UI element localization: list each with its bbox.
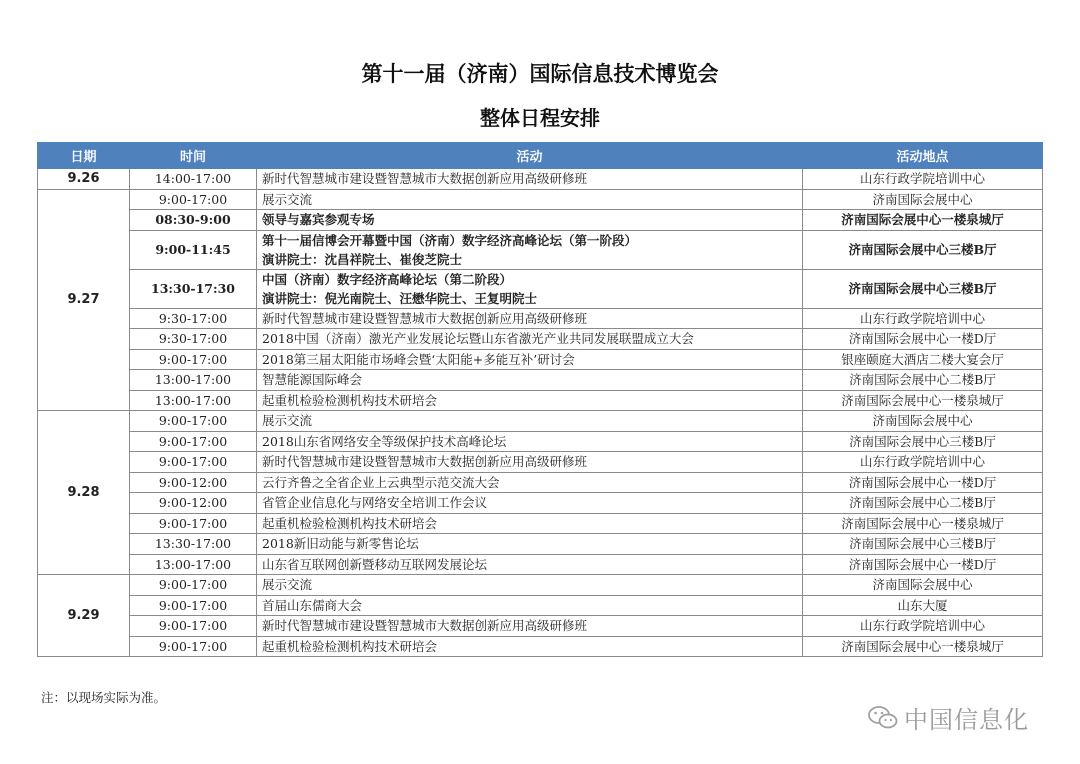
- time-cell: 9:00-17:00: [130, 189, 257, 210]
- time-cell: 14:00-17:00: [130, 169, 257, 190]
- table-row: [38, 230, 1043, 269]
- venue-cell: 济南国际会展中心三楼B厅: [803, 431, 1043, 452]
- activity-cell: [257, 554, 803, 575]
- header-time: 时间: [130, 143, 257, 169]
- activity-line: 智慧能源国际峰会: [262, 372, 363, 388]
- venue-cell: 山东行政学院培训中心: [803, 452, 1043, 473]
- time-cell: 9:00-17:00: [130, 595, 257, 616]
- activity-line: 起重机检验检测机构技术研培会: [262, 392, 438, 408]
- activity-cell: [257, 493, 803, 514]
- venue-cell: 济南国际会展中心一楼泉城厅: [803, 636, 1043, 657]
- time-cell: 9:00-17:00: [130, 411, 257, 432]
- activity-line: 新时代智慧城市建设暨智慧城市大数据创新应用高级研修班: [262, 618, 588, 634]
- time-cell: 9:30-17:00: [130, 308, 257, 329]
- activity-line: 云行齐鲁之全省企业上云典型示范交流大会: [262, 474, 500, 490]
- time-cell: 9:00-17:00: [130, 349, 257, 370]
- activity-cell: [257, 616, 803, 637]
- table-row: [38, 616, 1043, 637]
- table-row: [38, 269, 1043, 308]
- time-cell: 9:00-17:00: [130, 431, 257, 452]
- venue-cell: 济南国际会展中心一楼D厅: [803, 329, 1043, 350]
- time-cell: 13:30-17:30: [130, 269, 257, 308]
- time-cell: 9:00-11:45: [130, 230, 257, 269]
- time-cell: 13:00-17:00: [130, 390, 257, 411]
- activity-cell: [257, 575, 803, 596]
- footnote: 注：以现场实际为准。: [41, 690, 167, 705]
- activity-line: 2018山东省网络安全等级保护技术高峰论坛: [262, 433, 507, 449]
- activity-line: 展示交流: [262, 577, 313, 593]
- activity-line: 新时代智慧城市建设暨智慧城市大数据创新应用高级研修班: [262, 310, 588, 326]
- schedule-table: [37, 142, 1043, 657]
- header-venue: 活动地点: [803, 143, 1043, 169]
- schedule-body: [38, 169, 1043, 657]
- venue-cell: 山东大厦: [803, 595, 1043, 616]
- activity-cell: [257, 636, 803, 657]
- table-row: [38, 189, 1043, 210]
- table-row: [38, 534, 1043, 555]
- watermark: [868, 700, 1029, 735]
- activity-cell: [257, 411, 803, 432]
- activity-cell: [257, 595, 803, 616]
- activity-line: 第十一届信博会开幕暨中国（济南）数字经济高峰论坛（第一阶段）: [262, 232, 638, 248]
- venue-cell: 山东行政学院培训中心: [803, 616, 1043, 637]
- activity-line: 山东省互联网创新暨移动互联网发展论坛: [262, 556, 488, 572]
- table-row: [38, 513, 1043, 534]
- table-row: [38, 452, 1043, 473]
- table-row: [38, 370, 1043, 391]
- venue-cell: 济南国际会展中心二楼B厅: [803, 370, 1043, 391]
- time-cell: 13:00-17:00: [130, 370, 257, 391]
- venue-cell: 济南国际会展中心一楼泉城厅: [803, 390, 1043, 411]
- table-row: [38, 472, 1043, 493]
- activity-cell: [257, 431, 803, 452]
- activity-cell: [257, 230, 803, 269]
- activity-line: 领导与嘉宾参观专场: [262, 212, 375, 228]
- table-row: [38, 636, 1043, 657]
- venue-cell: 济南国际会展中心: [803, 575, 1043, 596]
- venue-cell: 山东行政学院培训中心: [803, 169, 1043, 190]
- time-cell: 9:30-17:00: [130, 329, 257, 350]
- page-subtitle: 整体日程安排: [480, 106, 600, 130]
- table-row: [38, 554, 1043, 575]
- time-cell: 9:00-17:00: [130, 636, 257, 657]
- time-cell: 9:00-12:00: [130, 472, 257, 493]
- activity-line: 2018新旧动能与新零售论坛: [262, 536, 419, 552]
- activity-cell: [257, 534, 803, 555]
- venue-cell: 济南国际会展中心: [803, 189, 1043, 210]
- venue-cell: 济南国际会展中心三楼B厅: [803, 269, 1043, 308]
- table-row: [38, 308, 1043, 329]
- date-cell: 9.28: [38, 411, 130, 575]
- time-cell: 9:00-17:00: [130, 616, 257, 637]
- watermark-text: 中国信息化: [904, 706, 1029, 734]
- activity-cell: [257, 169, 803, 190]
- activity-line: 中国（济南）数字经济高峰论坛（第二阶段）: [262, 271, 513, 287]
- table-row: [38, 210, 1043, 231]
- activity-line: 起重机检验检测机构技术研培会: [262, 515, 438, 531]
- table-row: [38, 329, 1043, 350]
- activity-cell: [257, 189, 803, 210]
- time-cell: 9:00-17:00: [130, 452, 257, 473]
- table-row: [38, 411, 1043, 432]
- activity-speakers-line: 演讲院士：沈昌祥院士、崔俊芝院士: [262, 251, 463, 267]
- time-cell: 13:00-17:00: [130, 554, 257, 575]
- time-cell: 9:00-17:00: [130, 575, 257, 596]
- activity-line: 新时代智慧城市建设暨智慧城市大数据创新应用高级研修班: [262, 171, 588, 187]
- activity-line: 新时代智慧城市建设暨智慧城市大数据创新应用高级研修班: [262, 454, 588, 470]
- activity-line: 起重机检验检测机构技术研培会: [262, 638, 438, 654]
- activity-line: 2018中国（济南）激光产业发展论坛暨山东省激光产业共同发展联盟成立大会: [262, 331, 694, 347]
- header-activity: 活动: [257, 143, 803, 169]
- header-date: 日期: [38, 143, 130, 169]
- activity-cell: [257, 349, 803, 370]
- venue-cell: 济南国际会展中心三楼B厅: [803, 230, 1043, 269]
- venue-cell: 银座颐庭大酒店二楼大宴会厅: [803, 349, 1043, 370]
- page-title: 第十一届（济南）国际信息技术博览会: [361, 62, 719, 86]
- activity-cell: [257, 390, 803, 411]
- venue-cell: 济南国际会展中心二楼B厅: [803, 493, 1043, 514]
- activity-line: 展示交流: [262, 191, 313, 207]
- venue-cell: 济南国际会展中心一楼D厅: [803, 472, 1043, 493]
- venue-cell: 济南国际会展中心一楼泉城厅: [803, 210, 1043, 231]
- time-cell: 08:30-9:00: [130, 210, 257, 231]
- venue-cell: 济南国际会展中心: [803, 411, 1043, 432]
- table-row: [38, 390, 1043, 411]
- venue-cell: 济南国际会展中心三楼B厅: [803, 534, 1043, 555]
- table-row: [38, 575, 1043, 596]
- activity-cell: [257, 308, 803, 329]
- table-row: [38, 169, 1043, 190]
- date-cell: 9.26: [38, 169, 130, 190]
- activity-cell: [257, 452, 803, 473]
- venue-cell: 济南国际会展中心一楼泉城厅: [803, 513, 1043, 534]
- activity-line: 省管企业信息化与网络安全培训工作会议: [262, 495, 488, 511]
- activity-speakers-line: 演讲院士：倪光南院士、汪懋华院士、王复明院士: [262, 290, 538, 306]
- table-row: [38, 595, 1043, 616]
- activity-cell: [257, 513, 803, 534]
- date-cell: 9.27: [38, 189, 130, 411]
- activity-line: 首届山东儒商大会: [262, 597, 363, 613]
- venue-cell: 济南国际会展中心一楼D厅: [803, 554, 1043, 575]
- venue-cell: 山东行政学院培训中心: [803, 308, 1043, 329]
- activity-line: 2018第三届太阳能市场峰会暨‘太阳能+多能互补’研讨会: [262, 351, 575, 367]
- time-cell: 9:00-17:00: [130, 513, 257, 534]
- table-row: [38, 431, 1043, 452]
- wechat-icon: [868, 705, 898, 731]
- time-cell: 9:00-12:00: [130, 493, 257, 514]
- table-row: [38, 493, 1043, 514]
- activity-cell: [257, 329, 803, 350]
- table-row: [38, 349, 1043, 370]
- table-header-row: [38, 143, 1043, 169]
- activity-cell: [257, 269, 803, 308]
- activity-line: 展示交流: [262, 413, 313, 429]
- date-cell: 9.29: [38, 575, 130, 657]
- time-cell: 13:30-17:00: [130, 534, 257, 555]
- activity-cell: [257, 370, 803, 391]
- activity-cell: [257, 472, 803, 493]
- activity-cell: [257, 210, 803, 231]
